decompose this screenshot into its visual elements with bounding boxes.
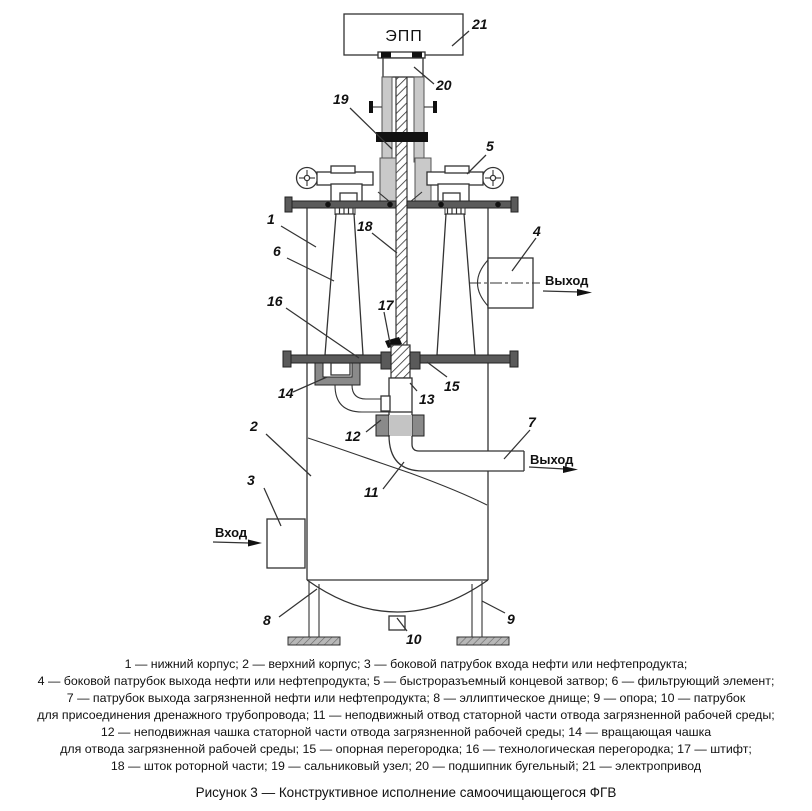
inlet-nozzle xyxy=(267,519,305,568)
inlet-label: Вход xyxy=(215,525,248,540)
legend xyxy=(0,656,812,775)
dirty-outlet-assembly xyxy=(376,412,524,471)
outlet-dirty-arrow xyxy=(529,466,578,473)
callout-10: 10 xyxy=(406,631,422,647)
legend-line: 18 — шток роторной части; 19 — сальниковый узел; 20 — подшипник бугельный; 21 — электропривод xyxy=(110,759,702,773)
callout-7: 7 xyxy=(528,414,536,430)
callout-3: 3 xyxy=(247,472,255,488)
callout-18: 18 xyxy=(357,218,373,234)
callout-12: 12 xyxy=(345,428,361,444)
filter-element-left xyxy=(325,214,363,355)
callout-4: 4 xyxy=(533,223,541,239)
callout-20: 20 xyxy=(436,77,452,93)
figure-caption: Рисунок 3 — Конструктивное исполнение самоочищающегося ФГВ xyxy=(195,785,617,800)
callout-19: 19 xyxy=(333,91,349,107)
legend-line: для отвода загрязненной рабочей среды; 15 — опорная перегородка; 16 — технологическая перегородка; 17 — штифт; xyxy=(60,742,752,756)
callout-6: 6 xyxy=(273,243,281,259)
outlet-dirty-label: Выход xyxy=(530,452,574,467)
callout-16: 16 xyxy=(267,293,283,309)
legend-line: 7 — патрубок выхода загрязненной нефти или нефтепродукта; 8 — эллиптическое днище; 9 — опора; 10 — патрубок xyxy=(66,691,746,705)
outlet-clean-label: Выход xyxy=(545,273,589,288)
outlet-nozzle-clean xyxy=(469,258,540,308)
callout-15: 15 xyxy=(444,378,460,394)
bearing-unit xyxy=(383,58,423,77)
electric-drive xyxy=(344,14,463,58)
foot-left xyxy=(288,637,340,645)
vessel-bottom xyxy=(288,580,509,645)
callout-2: 2 xyxy=(250,418,258,434)
rotor-shaft xyxy=(396,58,407,352)
legend-line: 4 — боковой патрубок выхода нефти или нефтепродукта; 5 — быстроразъемный концевой затвор; 6 — фильтрующий элемент; xyxy=(37,674,775,688)
inlet-arrow xyxy=(213,540,262,547)
callout-21: 21 xyxy=(472,16,488,32)
legend-line: для присоединения дренажного трубопровода; 11 — неподвижный отвод статорной части отвода загрязненной рабочей среды; xyxy=(37,708,775,722)
callout-17: 17 xyxy=(378,297,394,313)
legend-line: 12 — неподвижная чашка статорной части отвода загрязненной рабочей среды; 14 — вращающая чашка xyxy=(100,725,712,739)
outlet-clean-arrow xyxy=(543,289,592,296)
closure-left xyxy=(297,166,391,202)
callout-13: 13 xyxy=(419,391,435,407)
legend-line: 1 — нижний корпус; 2 — верхний корпус; 3 — боковой патрубок входа нефти или нефтепродукта; xyxy=(124,657,688,671)
callout-1: 1 xyxy=(267,211,275,227)
callout-11: 11 xyxy=(364,484,379,500)
foot-right xyxy=(457,637,509,645)
callout-5: 5 xyxy=(486,138,494,154)
filter-element-right xyxy=(437,214,475,355)
callout-14: 14 xyxy=(278,385,294,401)
rotating-cup xyxy=(315,363,390,412)
callout-8: 8 xyxy=(263,612,271,628)
callout-9: 9 xyxy=(507,611,515,627)
drive-box-label: ЭПП xyxy=(385,28,423,45)
